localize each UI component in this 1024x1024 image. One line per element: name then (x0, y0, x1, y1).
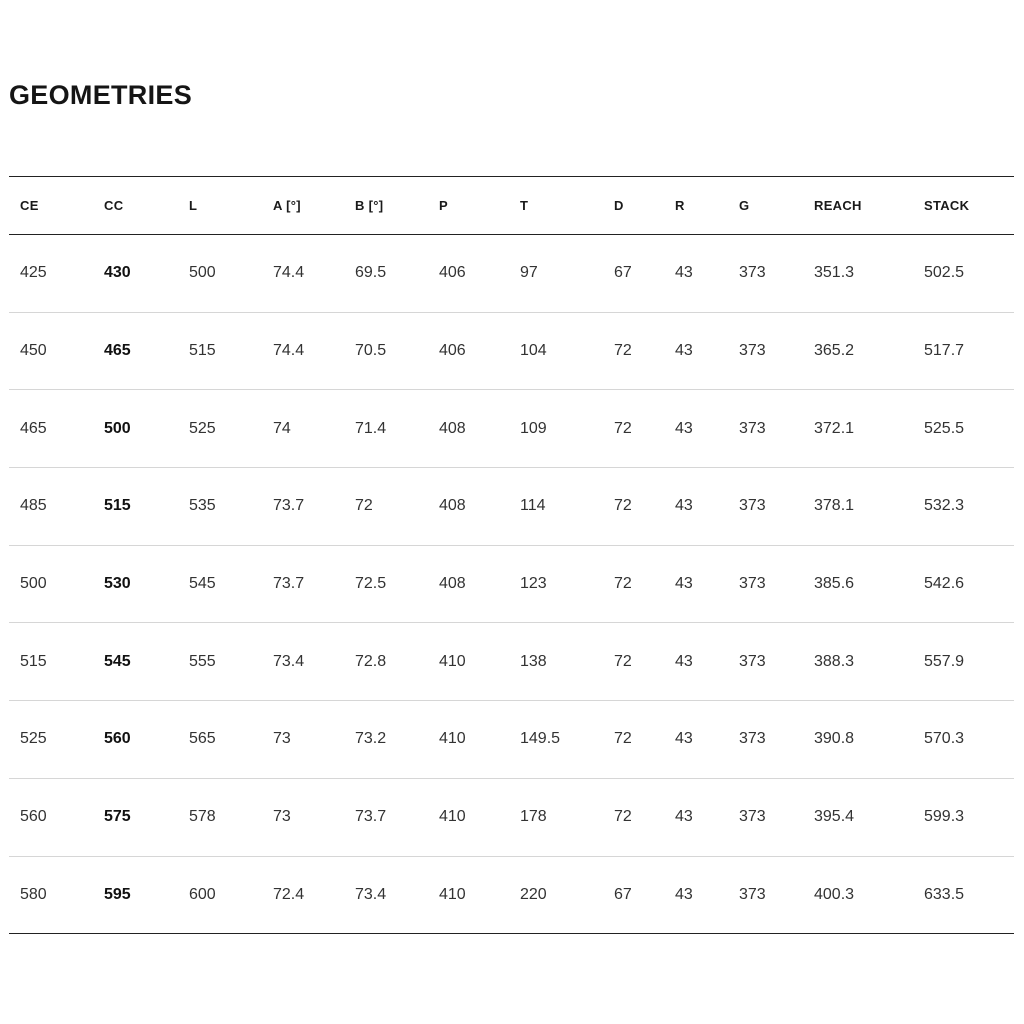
column-header-stack: STACK (924, 198, 970, 213)
cell-stack: 633.5 (924, 885, 965, 903)
cell-r: 43 (675, 885, 693, 903)
table-row (9, 701, 1014, 779)
cell-cc: 515 (104, 497, 131, 515)
cell-l: 600 (189, 885, 216, 903)
cell-cc: 560 (104, 730, 131, 748)
cell-a: 72.4 (273, 885, 305, 903)
cell-t: 138 (520, 652, 547, 670)
cell-stack: 532.3 (924, 497, 965, 515)
cell-reach: 400.3 (814, 885, 855, 903)
cell-g: 373 (739, 808, 766, 826)
cell-r: 43 (675, 264, 693, 282)
cell-ce: 485 (20, 497, 47, 515)
column-header-r: R (675, 198, 685, 213)
cell-cc: 545 (104, 652, 131, 670)
cell-p: 406 (439, 342, 466, 360)
cell-t: 104 (520, 342, 547, 360)
cell-a: 73 (273, 808, 291, 826)
column-header-g: G (739, 198, 750, 213)
cell-stack: 502.5 (924, 264, 965, 282)
cell-l: 565 (189, 730, 216, 748)
cell-r: 43 (675, 419, 693, 437)
cell-ce: 525 (20, 730, 47, 748)
cell-g: 373 (739, 885, 766, 903)
cell-reach: 351.3 (814, 264, 855, 282)
cell-cc: 575 (104, 808, 131, 826)
cell-g: 373 (739, 575, 766, 593)
cell-d: 72 (614, 730, 632, 748)
cell-reach: 378.1 (814, 497, 855, 515)
cell-d: 72 (614, 497, 632, 515)
cell-a: 74 (273, 419, 291, 437)
cell-d: 72 (614, 808, 632, 826)
cell-p: 406 (439, 264, 466, 282)
cell-r: 43 (675, 730, 693, 748)
table-row (9, 545, 1014, 623)
cell-l: 578 (189, 808, 216, 826)
cell-stack: 570.3 (924, 730, 965, 748)
table-row (9, 468, 1014, 546)
column-header-l: L (189, 198, 198, 213)
cell-p: 408 (439, 419, 466, 437)
column-header-d: D (614, 198, 624, 213)
cell-stack: 599.3 (924, 808, 965, 826)
cell-b: 72.5 (355, 575, 387, 593)
cell-b: 70.5 (355, 342, 387, 360)
cell-a: 73.7 (273, 575, 305, 593)
cell-g: 373 (739, 419, 766, 437)
cell-p: 408 (439, 575, 466, 593)
cell-r: 43 (675, 808, 693, 826)
cell-cc: 465 (104, 342, 131, 360)
cell-p: 410 (439, 885, 466, 903)
cell-r: 43 (675, 342, 693, 360)
table-row (9, 623, 1014, 701)
cell-l: 545 (189, 575, 216, 593)
cell-p: 410 (439, 730, 466, 748)
cell-cc: 530 (104, 575, 131, 593)
cell-cc: 430 (104, 264, 131, 282)
cell-p: 410 (439, 652, 466, 670)
cell-b: 72 (355, 497, 373, 515)
table-row (9, 856, 1014, 934)
cell-d: 72 (614, 652, 632, 670)
cell-d: 72 (614, 342, 632, 360)
cell-t: 97 (520, 264, 538, 282)
cell-reach: 385.6 (814, 575, 855, 593)
cell-l: 535 (189, 497, 216, 515)
cell-reach: 390.8 (814, 730, 855, 748)
cell-g: 373 (739, 652, 766, 670)
cell-r: 43 (675, 652, 693, 670)
cell-d: 72 (614, 575, 632, 593)
cell-t: 149.5 (520, 730, 561, 748)
cell-d: 67 (614, 885, 632, 903)
cell-l: 500 (189, 264, 216, 282)
geometry-table (9, 176, 1014, 934)
cell-p: 408 (439, 497, 466, 515)
column-header-reach: REACH (814, 198, 862, 213)
cell-cc: 500 (104, 419, 131, 437)
cell-g: 373 (739, 497, 766, 515)
cell-a: 74.4 (273, 264, 305, 282)
cell-a: 74.4 (273, 342, 305, 360)
cell-d: 72 (614, 419, 632, 437)
column-header-a: A [°] (273, 198, 301, 213)
cell-r: 43 (675, 575, 693, 593)
cell-l: 515 (189, 342, 216, 360)
cell-reach: 372.1 (814, 419, 855, 437)
column-header-b: B [°] (355, 198, 384, 213)
cell-ce: 425 (20, 264, 47, 282)
cell-b: 73.2 (355, 730, 387, 748)
cell-t: 114 (520, 497, 546, 515)
cell-b: 71.4 (355, 419, 387, 437)
cell-l: 555 (189, 652, 216, 670)
cell-cc: 595 (104, 885, 131, 903)
cell-ce: 500 (20, 575, 47, 593)
cell-reach: 395.4 (814, 808, 855, 826)
cell-t: 123 (520, 575, 547, 593)
cell-b: 73.7 (355, 808, 387, 826)
column-header-p: P (439, 198, 448, 213)
column-header-t: T (520, 198, 529, 213)
cell-l: 525 (189, 419, 216, 437)
cell-reach: 365.2 (814, 342, 855, 360)
cell-ce: 515 (20, 652, 47, 670)
cell-r: 43 (675, 497, 693, 515)
cell-a: 73 (273, 730, 291, 748)
cell-ce: 580 (20, 885, 47, 903)
table-row (9, 390, 1014, 468)
cell-t: 220 (520, 885, 547, 903)
cell-b: 73.4 (355, 885, 387, 903)
cell-a: 73.7 (273, 497, 305, 515)
cell-g: 373 (739, 730, 766, 748)
cell-stack: 525.5 (924, 419, 965, 437)
cell-t: 178 (520, 808, 547, 826)
cell-ce: 560 (20, 808, 47, 826)
cell-g: 373 (739, 264, 766, 282)
cell-p: 410 (439, 808, 466, 826)
column-header-cc: CC (104, 198, 124, 213)
cell-stack: 517.7 (924, 342, 965, 360)
table-row (9, 312, 1014, 390)
cell-g: 373 (739, 342, 766, 360)
cell-stack: 557.9 (924, 652, 965, 670)
cell-a: 73.4 (273, 652, 305, 670)
table-header-row (9, 177, 1014, 235)
cell-ce: 450 (20, 342, 47, 360)
cell-d: 67 (614, 264, 632, 282)
cell-ce: 465 (20, 419, 47, 437)
cell-b: 72.8 (355, 652, 387, 670)
cell-stack: 542.6 (924, 575, 965, 593)
page-title: GEOMETRIES (9, 80, 193, 110)
table-row (9, 778, 1014, 856)
cell-t: 109 (520, 419, 547, 437)
column-header-ce: CE (20, 198, 39, 213)
table-body (9, 235, 1014, 934)
table-row (9, 235, 1014, 313)
cell-b: 69.5 (355, 264, 387, 282)
cell-reach: 388.3 (814, 652, 855, 670)
